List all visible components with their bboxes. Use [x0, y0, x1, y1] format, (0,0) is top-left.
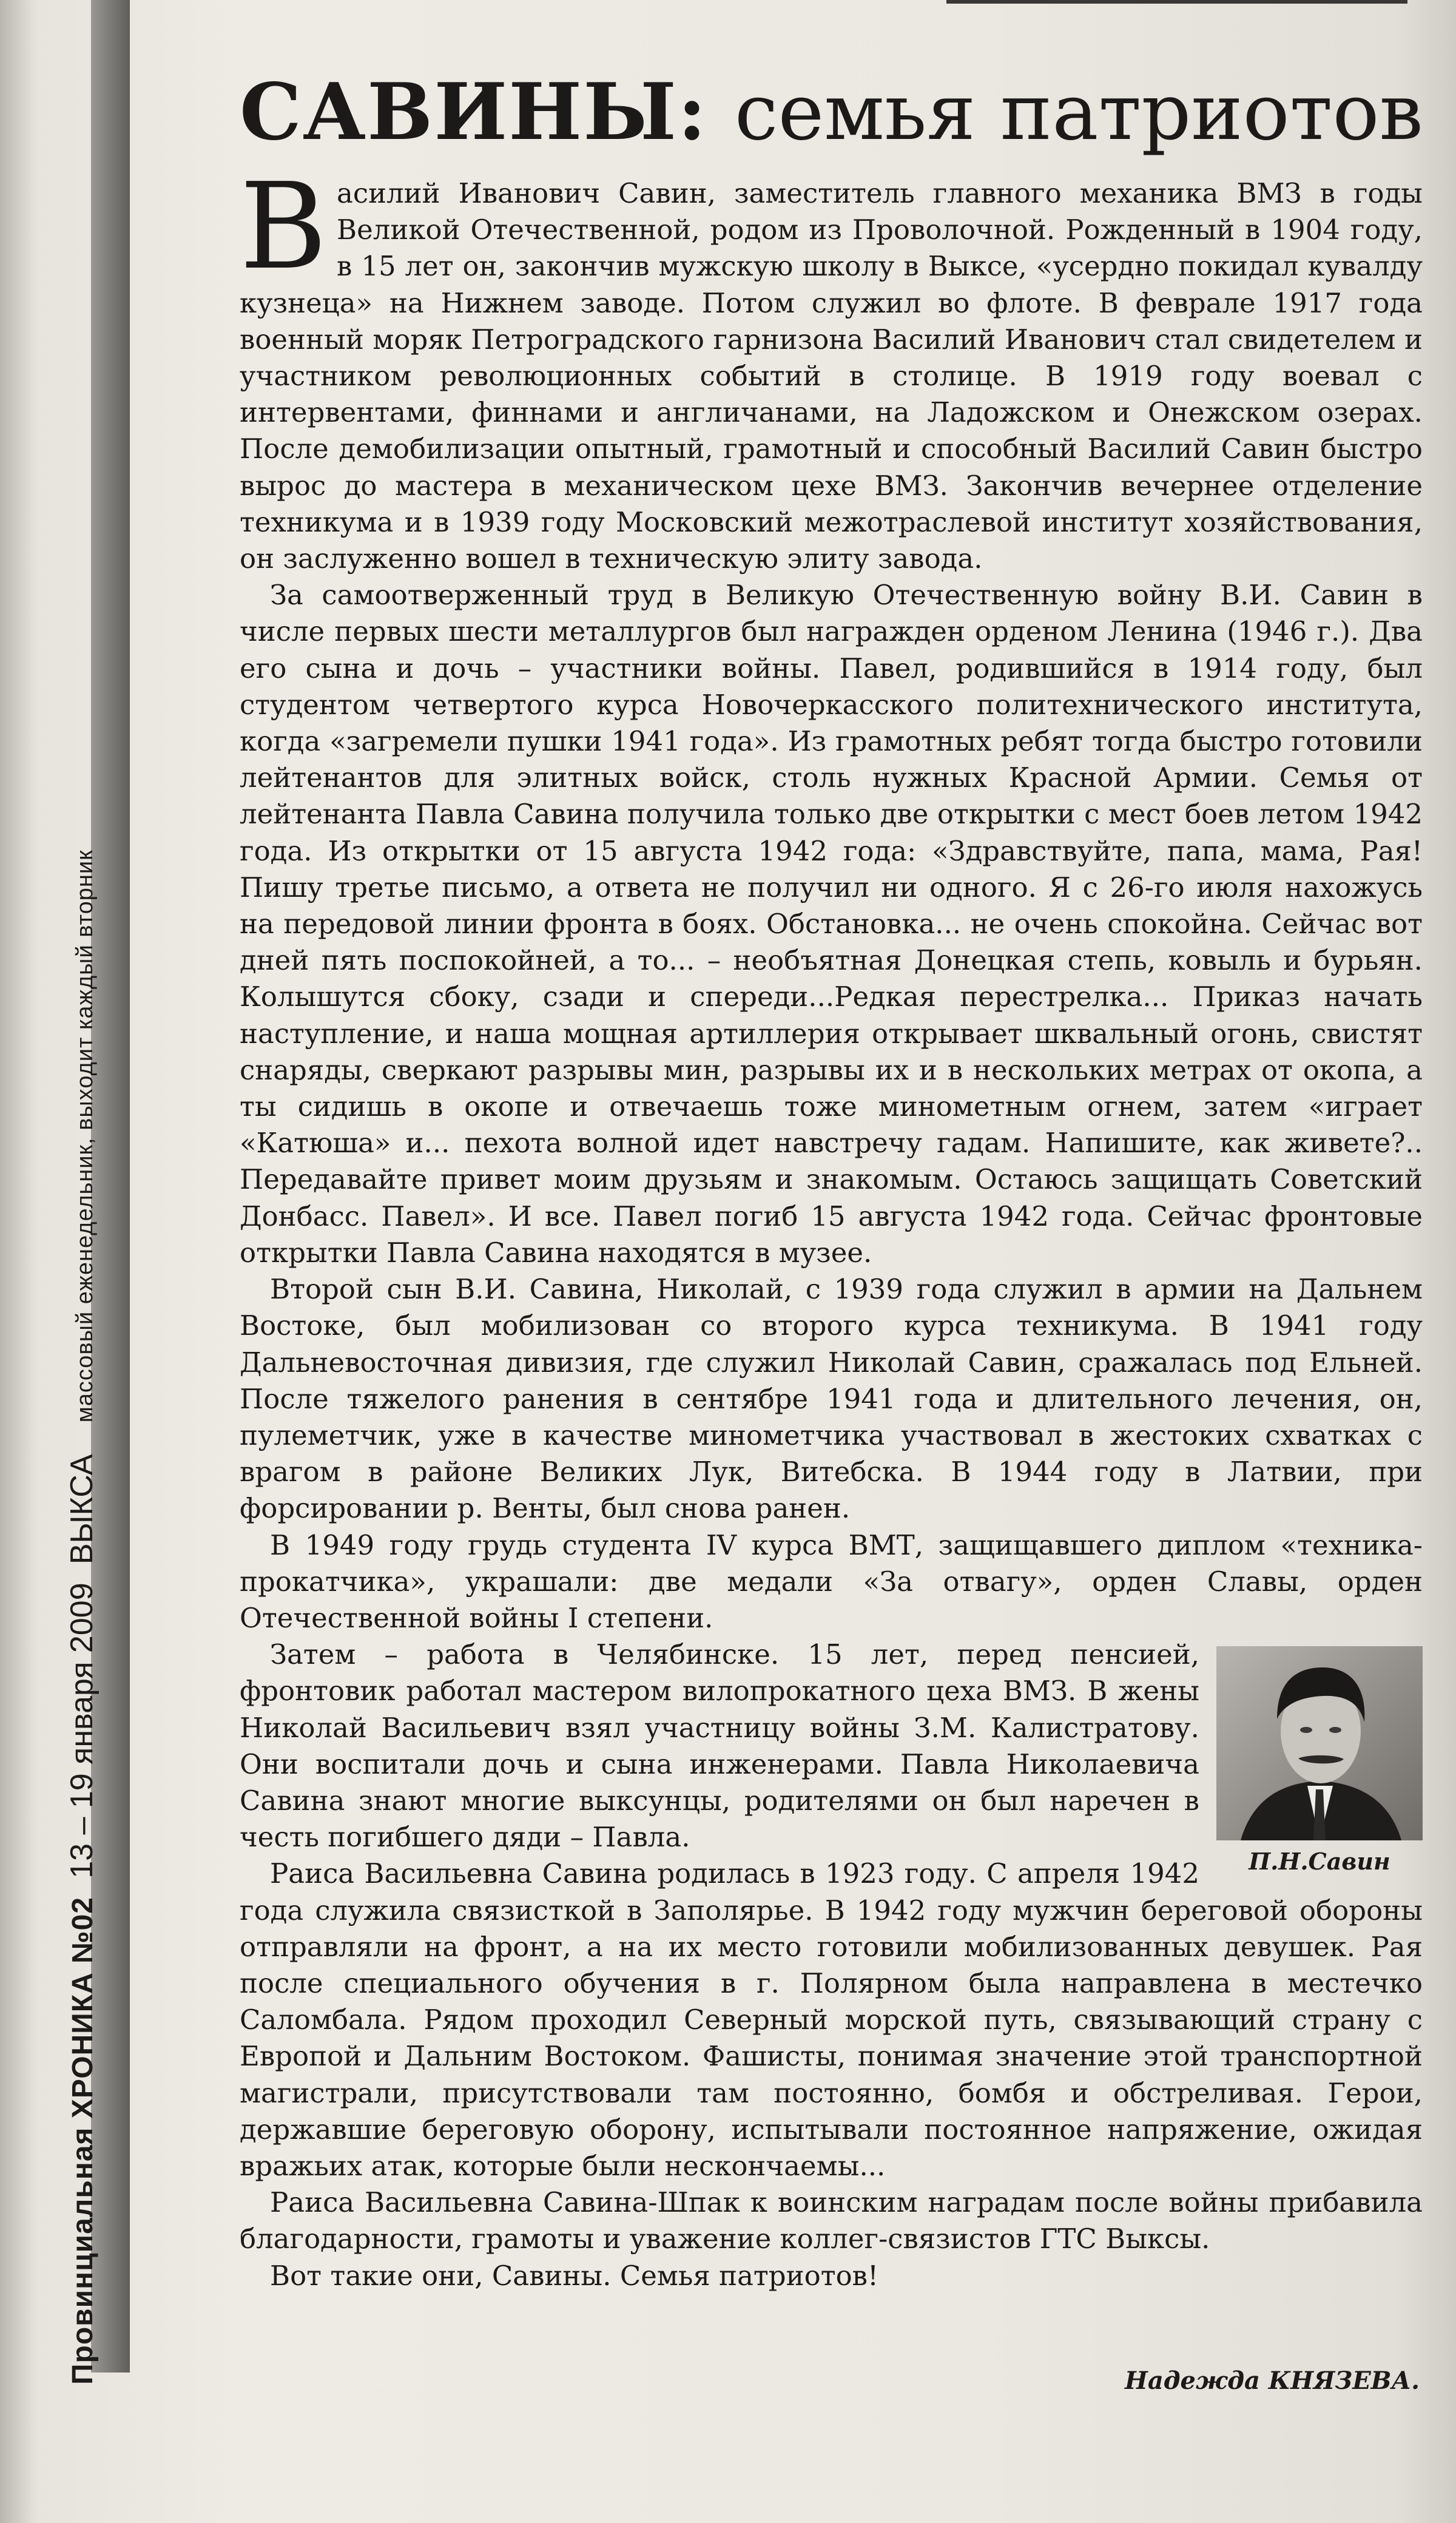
- photo-caption: П.Н.Савин: [1249, 1848, 1390, 1876]
- paragraph-2: За самоотверженный труд в Великую Отечественную войну В.И. Савин в числе первых шести металлургов был награжден орденом Ленина (1946 г.). Два его сына и дочь – участники войны. Павел, родившийся в 1914 году, был студентом четвертого курса Новочеркасского политехнического института, когда «загремели пушки 1941 года». Из грамотных ребят тогда быстро готовили лейтенантов для элитных войск, столь нужных Красной Армии. Семья от лейтенанта Павла Савина получила только две открытки с мест боев летом 1942 года. Из открытки от 15 августа 1942 года: «Здравствуйте, папа, мама, Рая! Пишу третье письмо, а ответа не получил ни одного. Я с 26-го июля нахожусь на передовой линии фронта в боях. Обстановка... не очень спокойна. Сейчас вот дней пять поспокойней, а то... – необъятная Донецкая степь, ковыль и бурьян. Колышутся сбоку, сзади и спереди...Редкая перестрелка... Приказ начать наступление, и наша мощная артиллерия открывает шквальный огонь, свистят снаряды, сверкают разрывы мин, разрывы их и в нескольких метрах от окопа, а ты сидишь в окопе и отвечаешь тоже минометным огнем, затем «играет «Катюша» и... пехота волной идет навстречу гадам. Напишите, как живете?.. Передавайте привет моим друзьям и знакомым. Остаюсь защищать Советский Донбасс. Павел». И все. Павел погиб 15 августа 1942 года. Сейчас фронтовые открытки Павла Савина находятся в музее.: [240, 579, 1423, 1269]
- portrait-photo: [1216, 1646, 1423, 1840]
- paragraph-5: Затем – работа в Челябинске. 15 лет, перед пенсией, фронтовик работал мастером вилопрокатного цеха ВМЗ. В жены Николай Васильевич взял участницу войны З.М. Калистратову. Они воспитали дочь и сына инженерами. Павла Николаевича Савина знают многие выксунцы, родителями он был наречен в честь погибшего дяди – Павла.: [240, 1638, 1199, 1854]
- issue-dates: 13 – 19 января 2009: [64, 1582, 99, 1879]
- paragraph-4: В 1949 году грудь студента IV курса ВМТ, защищавшего диплом «техника-прокатчика», украшали: две медали «За отвагу», орден Славы, орден Отечественной войны I степени.: [240, 1528, 1423, 1634]
- headline: [240, 67, 1423, 158]
- drop-cap: В: [240, 158, 328, 296]
- paragraph-3: Второй сын В.И. Савина, Николай, с 1939 года служил в армии на Дальнем Востоке, был мобилизован со второго курса техникума. В 1941 году Дальневосточная дивизия, где служил Николай Савин, сражалась под Ельней. После тяжелого ранения в сентябре 1941 года и длительного лечения, он, пулеметчик, уже в качестве минометчика участвовал в жестоких схватках с врагом в районе Великих Лук, Витебска. В 1944 году в Латвии, при форсировании р. Венты, был снова ранен.: [240, 1273, 1423, 1525]
- city-name: ВЫКСА: [64, 1454, 99, 1565]
- paragraph-1-text: асилий Иванович Савин, заместитель главного механика ВМЗ в годы Великой Отечественной, родом из Проволочной. Рожденный в 1904 году, в 15 лет он, закончив мужскую школу в Выксе, «усердно покидал кувалду кузнеца» на Нижнем заводе. Потом служил во флоте. В феврале 1917 года военный моряк Петроградского гарнизона Василий Иванович стал свидетелем и участником революционных событий в столице. В 1919 году воевал с интервентами, финнами и англичанами, на Ладожском и Онежском озерах. После демобилизации опытный, грамотный и способный Василий Савин быстро вырос до мастера в механическом цехе ВМЗ. Закончив вечернее отделение техникума и в 1939 году Московский межотраслевой институт хозяйствования, он заслуженно вошел в техническую элиту завода.: [240, 177, 1423, 575]
- headline-bold: САВИНЫ:: [240, 67, 708, 158]
- paper-name: Провинциальная ХРОНИКА №02: [67, 1897, 99, 2385]
- frequency-note: массовый еженедельник, выходит каждый вторник: [72, 849, 98, 1423]
- masthead-vertical: [64, 0, 99, 2385]
- article: [240, 67, 1423, 2294]
- paragraph-6: Раиса Васильевна Савина родилась в 1923 году. С апреля 1942 года служила связисткой в Заполярье. В 1942 году мужчин береговой обороны отправляли на фронт, а на их место готовили мобилизованных девушек. Рая после специального обучения в г. Полярном была направлена в местечко Саломбала. Рядом проходил Северный морской путь, связывающий страну с Европой и Дальним Востоком. Фашисты, понимая значение этой транспортной магистрали, присутствовали там постоянно, бомбя и обстреливая. Герои, державшие береговую оборону, испытывали постоянное напряжение, ожидая вражьих атак, которые были нескончаемы...: [240, 1857, 1423, 2182]
- top-rule: [946, 0, 1407, 4]
- author-signature: Надежда КНЯЗЕВА.: [1125, 2366, 1420, 2395]
- headline-regular: семья патриотов: [734, 67, 1423, 158]
- paragraph-8: Вот такие они, Савины. Семья патриотов!: [270, 2259, 879, 2292]
- paragraph-1: [240, 158, 1423, 577]
- paragraph-7: Раиса Васильевна Савина-Шпак к воинским наградам после войны прибавила благодарности, грамоты и уважение коллег-связистов ГТС Выксы.: [240, 2186, 1423, 2255]
- article-body: [240, 158, 1423, 2294]
- photo-block: [1216, 1646, 1423, 1877]
